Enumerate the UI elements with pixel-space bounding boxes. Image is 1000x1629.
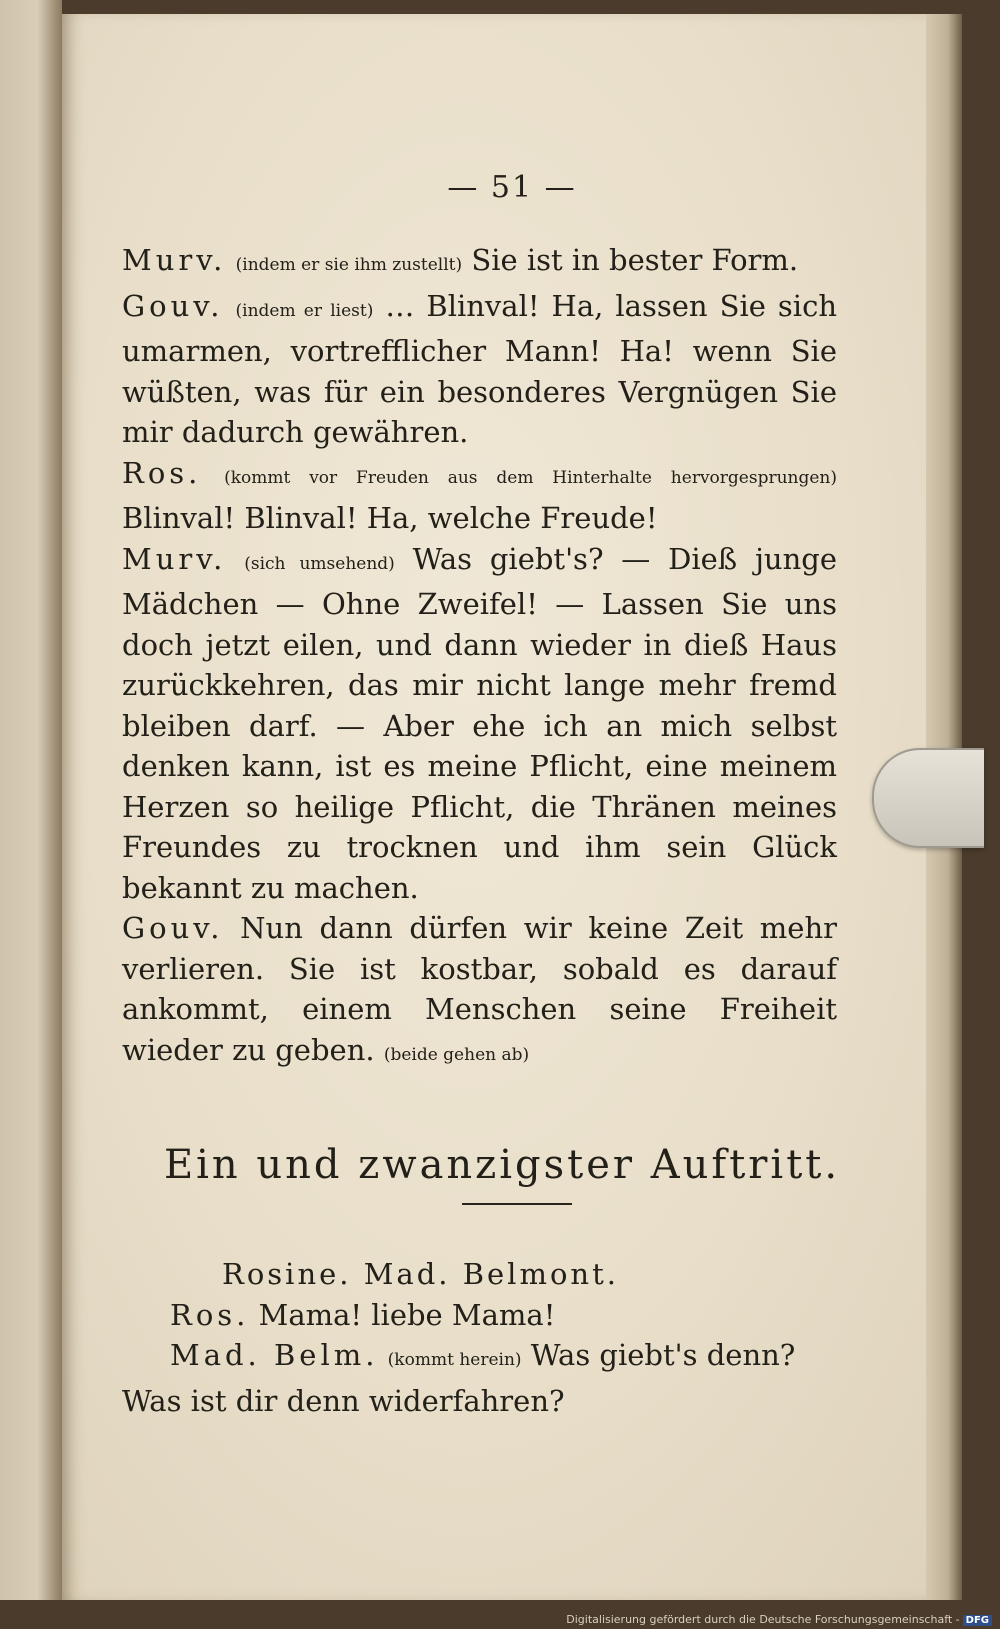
dialogue: … Blinval! Ha, lassen Sie sich umarmen, vortrefflicher Mann! Ha! wenn Sie wüßten, was für ein besonderes Vergnügen Sie mir dadurch gewähren. xyxy=(122,288,837,449)
stage-direction: (kommt herein) xyxy=(387,1350,522,1370)
speaker: Mad. Belm. xyxy=(170,1338,379,1372)
dfg-logo: DFG xyxy=(963,1615,992,1626)
character-list: Rosine. Mad. Belmont. xyxy=(222,1257,619,1291)
dialogue: Nun dann dürfen wir keine Zeit mehr verlieren. Sie ist kostbar, sobald es darauf ankommt, einem Menschen seine Freiheit wieder zu geben. xyxy=(122,911,837,1067)
dialogue: Sie ist in bester Form. xyxy=(471,243,799,277)
paragraph xyxy=(122,539,837,909)
speaker: Ros. xyxy=(170,1297,250,1332)
divider xyxy=(462,1203,572,1205)
scene-heading: Ein und zwanzigster Auftritt. xyxy=(163,1142,841,1188)
speaker: Gouv. xyxy=(122,288,224,323)
speaker: Gouv. xyxy=(122,911,224,945)
paragraph xyxy=(122,453,837,539)
paragraph xyxy=(122,1295,837,1336)
speaker: Murv. xyxy=(122,541,227,576)
stage-direction: (kommt vor Freuden aus dem Hinterhalte hervorgesprungen) xyxy=(224,467,838,488)
paragraph xyxy=(122,1335,837,1421)
stage-direction: (indem er liest) xyxy=(235,300,374,321)
speaker: Ros. xyxy=(122,455,202,490)
paragraph xyxy=(122,240,837,286)
stage-direction: (indem er sie ihm zustellt) xyxy=(235,255,463,275)
paragraph xyxy=(122,286,837,453)
book-page xyxy=(62,14,962,1600)
main-text xyxy=(122,240,837,1075)
paragraph xyxy=(122,908,837,1075)
page-tab xyxy=(872,748,984,848)
stage-direction: (sich umsehend) xyxy=(244,553,395,574)
page-number: — 51 — xyxy=(447,170,577,205)
dialogue: Blinval! Blinval! Ha, welche Freude! xyxy=(122,501,658,535)
dialogue: Was giebt's? — Dieß junge Mädchen — Ohne Zweifel! — Lassen Sie uns doch jetzt eilen, und dann wieder in dieß Haus zurückkehren, das mir nicht lange mehr fremd bleiben darf. — Aber ehe ich an mich selbst denken kann, ist es meine Pflicht, eine meinem Herzen so heilige Pflicht, die Thränen meines Freundes zu trocknen und ihm sein Glück bekannt zu machen. xyxy=(122,541,838,905)
scene-text xyxy=(122,1254,837,1421)
speaker: Murv. xyxy=(122,243,227,277)
credit-text: Digitalisierung gefördert durch die Deutsche Forschungsgemeinschaft - xyxy=(566,1613,960,1626)
dialogue: Mama! liebe Mama! xyxy=(258,1297,556,1332)
left-facing-page xyxy=(0,0,62,1600)
stage-direction: (beide gehen ab) xyxy=(383,1044,530,1065)
dialogue: Was giebt's denn? Was ist dir denn widerfahren? xyxy=(122,1338,796,1418)
footer-credit xyxy=(566,1613,992,1626)
